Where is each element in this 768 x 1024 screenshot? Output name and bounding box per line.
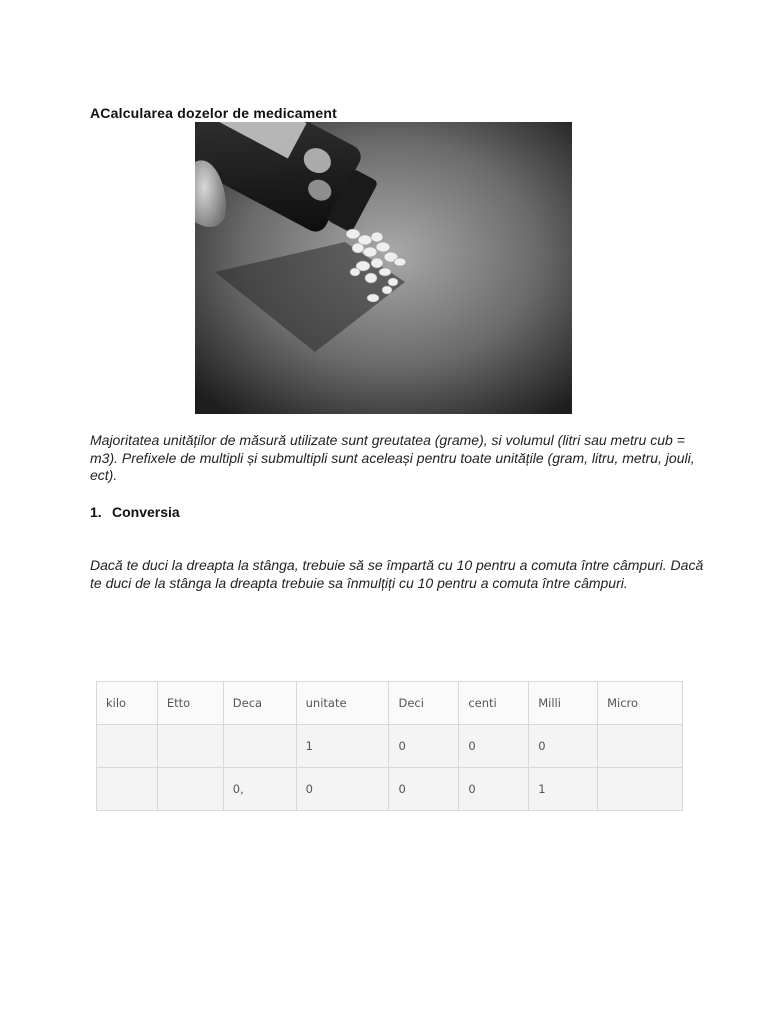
table-row	[97, 768, 683, 811]
section-heading	[90, 504, 180, 520]
table-cell	[598, 725, 683, 768]
table-cell: 0	[389, 725, 459, 768]
table-row	[97, 725, 683, 768]
table-cell: 0	[459, 768, 529, 811]
table-header-cell: Deca	[223, 682, 296, 725]
document-title: ACalcularea dozelor de medicament	[90, 105, 338, 121]
table-cell: 0	[459, 725, 529, 768]
units-table	[96, 681, 683, 811]
table-header-cell: centi	[459, 682, 529, 725]
table-cell	[97, 725, 158, 768]
table-cell: 1	[529, 768, 598, 811]
table-cell	[157, 725, 223, 768]
conversion-paragraph: Dacă te duci la dreapta la stânga, trebuie să se împartă cu 10 pentru a comuta între câmpuri. Dacă te duci de la stânga la dreapta trebuie sa înmulțiți cu 10 pentru a comuta între câmpuri.	[90, 557, 704, 591]
section-title: Conversia	[112, 504, 180, 520]
table-cell	[97, 768, 158, 811]
table-header-cell: Milli	[529, 682, 598, 725]
table-header-cell: Etto	[157, 682, 223, 725]
table-header-cell: unitate	[296, 682, 389, 725]
intro-paragraph: Majoritatea unităților de măsură utilizate sunt greutatea (grame), si volumul (litri sau metru cub = m3). Prefixele de multipli și submultipli sunt aceleași pentru toate unitățile (gram, litru, metru, jouli, ect).	[90, 432, 695, 483]
table-cell: 0	[296, 768, 389, 811]
table-cell: 0	[529, 725, 598, 768]
table-cell	[223, 725, 296, 768]
table-header-row	[97, 682, 683, 725]
table-header-cell: Deci	[389, 682, 459, 725]
table-header-cell: Micro	[598, 682, 683, 725]
table-cell: 1	[296, 725, 389, 768]
table-cell: 0	[389, 768, 459, 811]
table-cell	[157, 768, 223, 811]
pills-bottle-photo	[195, 122, 572, 414]
table-header-cell: kilo	[97, 682, 158, 725]
table-cell: 0,	[223, 768, 296, 811]
table-cell	[598, 768, 683, 811]
section-number: 1.	[90, 504, 102, 520]
